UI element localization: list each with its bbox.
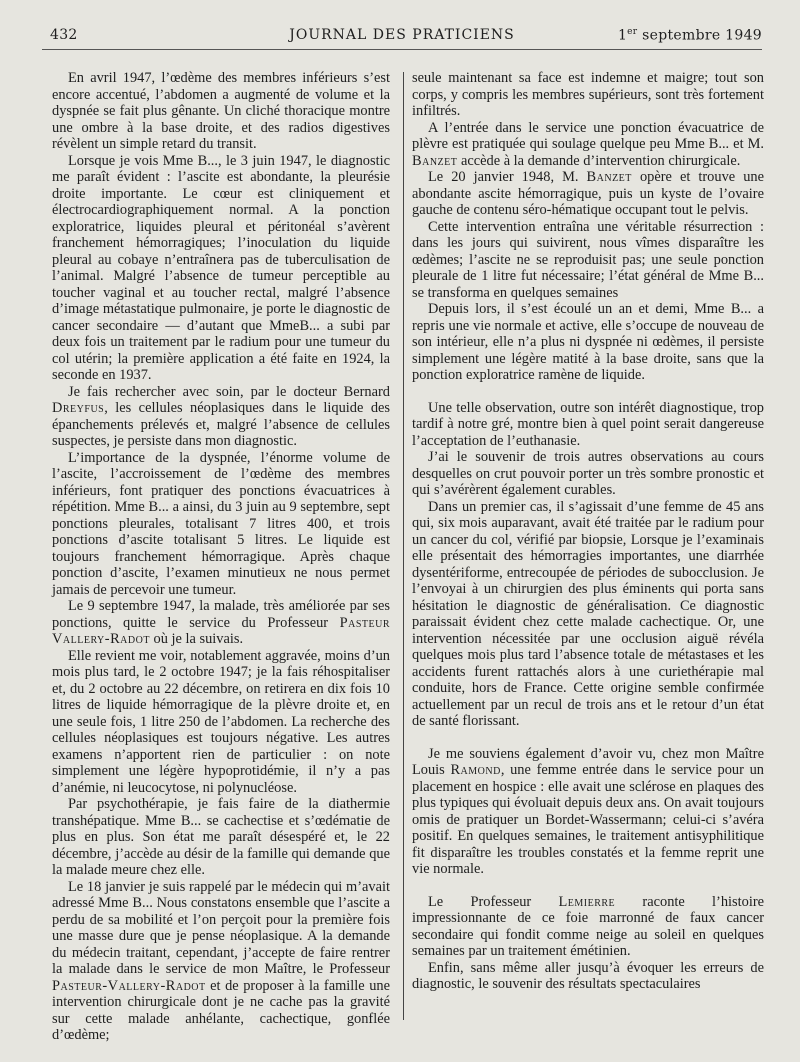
column-divider — [403, 72, 404, 1020]
paragraph — [412, 894, 764, 960]
name-small-caps: Banzet — [412, 152, 458, 169]
paragraph — [52, 879, 390, 1044]
paragraph-text: Enfin, sans même aller jusqu’à évoquer les erreurs de diagnostic, le souvenir des résultats spectaculaires — [412, 959, 764, 992]
name-small-caps: Banzet — [586, 169, 632, 185]
paragraph — [412, 70, 764, 120]
left-column — [52, 70, 390, 1044]
paragraph-text: , les cellules néoplasiques dans le liquide des épanchements prélevés et, malgré l’absence de cellules suspectes, je persiste dans mon diagnostic. — [52, 400, 390, 449]
paragraph — [412, 219, 764, 302]
paragraph-text: Le 18 janvier je suis rappelé par le médecin qui m’avait adressé Mme B... Nous constatons ensemble que l’ascite a perdu de sa mobilité et l’on perçoit pour la première fois une masse dure que je pense néoplasique. A la demande du médecin traitant, cependant, j’accepte de faire rentrer la malade dans le service de mon Maître, le Professeur — [52, 878, 390, 977]
paragraph — [412, 301, 764, 384]
page-number: 432 — [50, 27, 78, 43]
paragraph — [412, 499, 764, 730]
paragraph — [52, 450, 390, 599]
right-column — [412, 70, 764, 993]
paragraph-text: L’importance de la dyspnée, l’énorme volume de l’ascite, l’accroissement de l’œdème des membres inférieurs, font pratiquer des ponctions évacuatrices à répétition. Mme B... a ainsi, du 3 juin au 9 septembre, sept ponctions pleurales, totalisant 7 litres 400, et trois ponctions d’ascite totalisant 5 litres. Le liquide est toujours franchement hémorragique. Après chaque ponction d’ascite, l’examen minutieux ne nous permet jamais de percevoir une tumeur. — [52, 449, 390, 598]
date-day: 1 — [617, 27, 628, 44]
date-ordinal: er — [627, 27, 638, 37]
paragraph-text: Je fais rechercher avec soin, par le docteur Bernard — [68, 383, 390, 400]
paragraph-text: Par psychothérapie, je fais faire de la diathermie transhépatique. Mme B... se cachectise et s’œdématie de plus en plus. Son état me paraît désespéré et, le 22 décembre, j’accède au désir de la famille qui demande que la malade meure chez elle. — [52, 796, 390, 878]
paragraph-text: Le Professeur — [428, 893, 559, 910]
paragraph — [52, 70, 390, 153]
header-rule — [42, 49, 762, 50]
journal-title: JOURNAL DES PRATICIENS — [289, 27, 515, 43]
paragraph-text: Le 9 septembre 1947, la malade, très améliorée par ses ponctions, quitte le service du Professeur — [52, 598, 390, 631]
paragraph-text: Elle revient me voir, notablement aggravée, moins d’un mois plus tard, le 2 octobre 1947; je la fais réhospitaliser et, du 2 octobre au 22 décembre, on retirera en dix fois 10 litres de liquide hémorragique de la plèvre droite et, en une seule fois, 1 litre 250 de l’abdomen. La recherche des cellules néoplasiques est toujours négative. Les autres examens n’apportent rien de particulier : on note simplement une légère hypoprotidémie, il n’y a pas d’anémie, ni leucocytose, ni polynucléose. — [52, 647, 390, 796]
paragraph-text: A l’entrée dans le service une ponction évacuatrice de plèvre est pratiquée qui soulage quelque peu Mme B... et M. — [412, 119, 764, 152]
paragraph-text: Dans un premier cas, il s’agissait d’une femme de 45 ans qui, six mois auparavant, avait été traitée par le radium pour un cancer du col, vérifié par biopsie, Lorsque je l’examinais elle présentait des hémorragies importantes, une diarrhée dysentériforme, entrecoupée de périodes de subocclusion. Je l’envoyai à un chirurgien des plus éminents qui porta sans hésitation le diagnostic de généralisation. Ce diagnostic paraissait évident chez cette malade cachectique. Or, une intervention nécessitée par une occlusion aiguë révéla quelques mois plus tard l’absence totale de métastases et les accidents furent rattachés alors à une curiethérapie mal conduite, hors de France. Cette origine semble confirmée actuellement par un recul de trois ans et le retour d’un état de santé florissant. — [412, 498, 764, 729]
paragraph — [52, 796, 390, 879]
paragraph-text: accède à la demande d’intervention chirurgicale. — [457, 152, 741, 169]
paragraph — [412, 120, 764, 170]
paragraph — [52, 648, 390, 797]
paragraph-text: opère et trouve une abondante ascite hémorragique, puis un kyste de l’ovaire gauche de contenu séro-hématique occupant tout le pelvis. — [412, 169, 764, 218]
paragraph — [412, 169, 764, 219]
paragraph — [412, 400, 764, 450]
date-month-year: septembre 1949 — [637, 27, 762, 44]
paragraph-text: En avril 1947, l’œdème des membres inférieurs s’est encore accentué, l’abdomen a augmenté de volume et la dyspnée se fait plus gênante. Un cliché thoracique montre une ombre à la base droite, et des radios digestives révèlent un simple retard du transit. — [52, 70, 390, 152]
paragraph-text: seule maintenant sa face est indemne et maigre; tout son corps, y compris les membres supérieurs, sont très fortement infiltrés. — [412, 70, 764, 119]
paragraph-text: Lorsque je vois Mme B..., le 3 juin 1947, le diagnostic me paraît évident : l’ascite est abondante, la pleurésie droite importante. Le cœur est cliniquement et électrocardiographiquement normal. A la ponction exploratrice, liquides pleural et péritonéal s’avèrent franchement hémorragiques; l’inoculation du liquide pleural au cobaye n’entraînera pas de tuberculisation de l’animal. Malgré l’absence de tumeur perceptible au toucher vaginal et au toucher rectal, malgré l’absence d’image métastatique pulmonaire, je porte le diagnostic de cancer secondaire — d’autant que MmeB... a subi par deux fois un traitement par le radium pour une tumeur du col utérin; la première application a été faite en 1924, la seconde en 1937. — [52, 152, 390, 383]
paragraph-text: Depuis lors, il s’est écoulé un an et demi, Mme B... a repris une vie normale et active, elle s’occupe de nouveau de son intérieur, elle n’a plus ni dyspnée ni œdèmes, il persiste simplement une légère matité à la base droite, sans que la ponction exploratrice ramène de liquide. — [412, 301, 764, 383]
issue-date — [618, 27, 762, 44]
paragraph-text: J’ai le souvenir de trois autres observations au cours desquelles on crut pouvoir porter un très sombre pronostic et qui s’avérèrent également curables. — [412, 449, 764, 498]
name-small-caps: Pasteur-Vallery-Radot — [52, 977, 206, 994]
name-small-caps: Lemierre — [558, 893, 616, 910]
paragraph — [412, 449, 764, 499]
paragraph — [412, 960, 764, 993]
paragraph — [52, 153, 390, 384]
paragraph-text: , une femme entrée dans le service pour un placement en hospice : elle avait une sclérose en plaques des plus typiques qui évoluait depuis deux ans. On avait toujours omis de pratiquer un Bordet-Wassermann; celui-ci s’avéra positif. En quelques semaines, le traitement antisyphilitique fit disparaître les troubles constatés et la femme reprit une vie normale. — [412, 762, 764, 877]
name-small-caps: Dreyfus — [52, 400, 105, 416]
name-small-caps: Ramond — [450, 762, 501, 778]
paragraph-text: Cette intervention entraîna une véritable résurrection : dans les jours qui suivirent, nous vîmes disparaître les œdèmes; l’ascite ne se reproduisit pas; une seule ponction pleurale de 1 litre fut nécessaire; l’état général de Mme B... se transforma en quelques semaines — [412, 218, 764, 301]
paragraph-text: Le 20 janvier 1948, M. — [428, 169, 587, 185]
paragraph-text: raconte l’histoire impressionnante de ce foie marronné de faux cancer secondaire qui fondit comme neige au soleil en quelques semaines par un traitement émétinien. — [412, 893, 764, 959]
paragraph-text: Je me souviens également d’avoir vu, chez mon Maître Louis — [412, 745, 764, 778]
paragraph-text: où je la suivais. — [149, 631, 244, 647]
name-small-caps: Pasteur Vallery-Radot — [52, 614, 390, 647]
paragraph-text: et de proposer à la famille une intervention chirurgicale dont je ne cache pas la gravité sur cette malade anhélante, cachectique, gonflée d’œdème; — [52, 977, 390, 1043]
paragraph — [412, 746, 764, 878]
paragraph — [52, 598, 390, 648]
page-header — [42, 27, 762, 49]
paragraph — [52, 384, 390, 450]
paragraph-text: Une telle observation, outre son intérêt diagnostique, trop tardif à notre gré, montre bien à quel point serait dangereuse l’acceptation de l’euthanasie. — [412, 399, 764, 449]
